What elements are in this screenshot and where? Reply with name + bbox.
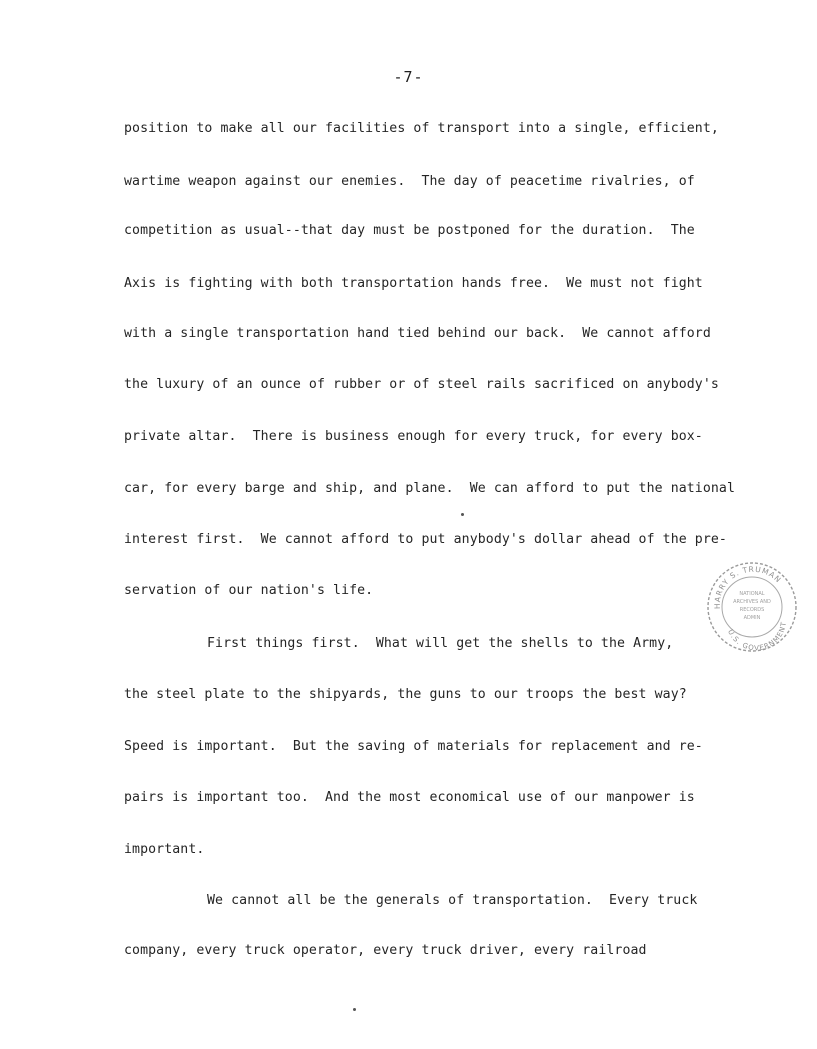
- svg-text:ADMIN: ADMIN: [743, 615, 761, 621]
- scan-mark: [461, 513, 464, 516]
- text-line-17: company, every truck operator, every truck driver, every railroad: [124, 943, 647, 958]
- svg-text:NATIONAL: NATIONAL: [739, 591, 765, 597]
- text-line-14: pairs is important too. And the most economical use of our manpower is: [124, 790, 695, 805]
- text-line-9: interest first. We cannot afford to put anybody's dollar ahead of the pre-: [124, 532, 727, 547]
- text-line-13: Speed is important. But the saving of materials for replacement and re-: [124, 739, 703, 754]
- text-line-4: Axis is fighting with both transportation hands free. We must not fight: [124, 276, 703, 291]
- text-line-6: the luxury of an ounce of rubber or of steel rails sacrificed on anybody's: [124, 377, 719, 392]
- text-line-15: important.: [124, 842, 205, 857]
- text-line-11: First things first. What will get the shells to the Army,: [207, 636, 674, 651]
- svg-text:HARRY S. TRUMAN: HARRY S. TRUMAN: [712, 564, 784, 610]
- archive-stamp-icon: [706, 561, 798, 653]
- svg-text:ARCHIVES AND: ARCHIVES AND: [733, 599, 771, 605]
- text-line-2: wartime weapon against our enemies. The day of peacetime rivalries, of: [124, 174, 695, 189]
- text-line-3: competition as usual--that day must be postponed for the duration. The: [124, 223, 695, 238]
- scan-mark: [353, 1008, 356, 1011]
- text-line-10: servation of our nation's life.: [124, 583, 374, 598]
- page-number: -7-: [393, 68, 424, 86]
- text-line-5: with a single transportation hand tied behind our back. We cannot afford: [124, 326, 711, 341]
- svg-text:U.S. GOVERNMENT: U.S. GOVERNMENT: [726, 620, 789, 653]
- text-line-12: the steel plate to the shipyards, the guns to our troops the best way?: [124, 687, 687, 702]
- text-line-16: We cannot all be the generals of transportation. Every truck: [207, 893, 698, 908]
- text-line-1: position to make all our facilities of transport into a single, efficient,: [124, 121, 719, 136]
- text-line-8: car, for every barge and ship, and plane. We can afford to put the national: [124, 481, 736, 496]
- text-line-7: private altar. There is business enough for every truck, for every box-: [124, 429, 703, 444]
- svg-text:RECORDS: RECORDS: [739, 607, 765, 613]
